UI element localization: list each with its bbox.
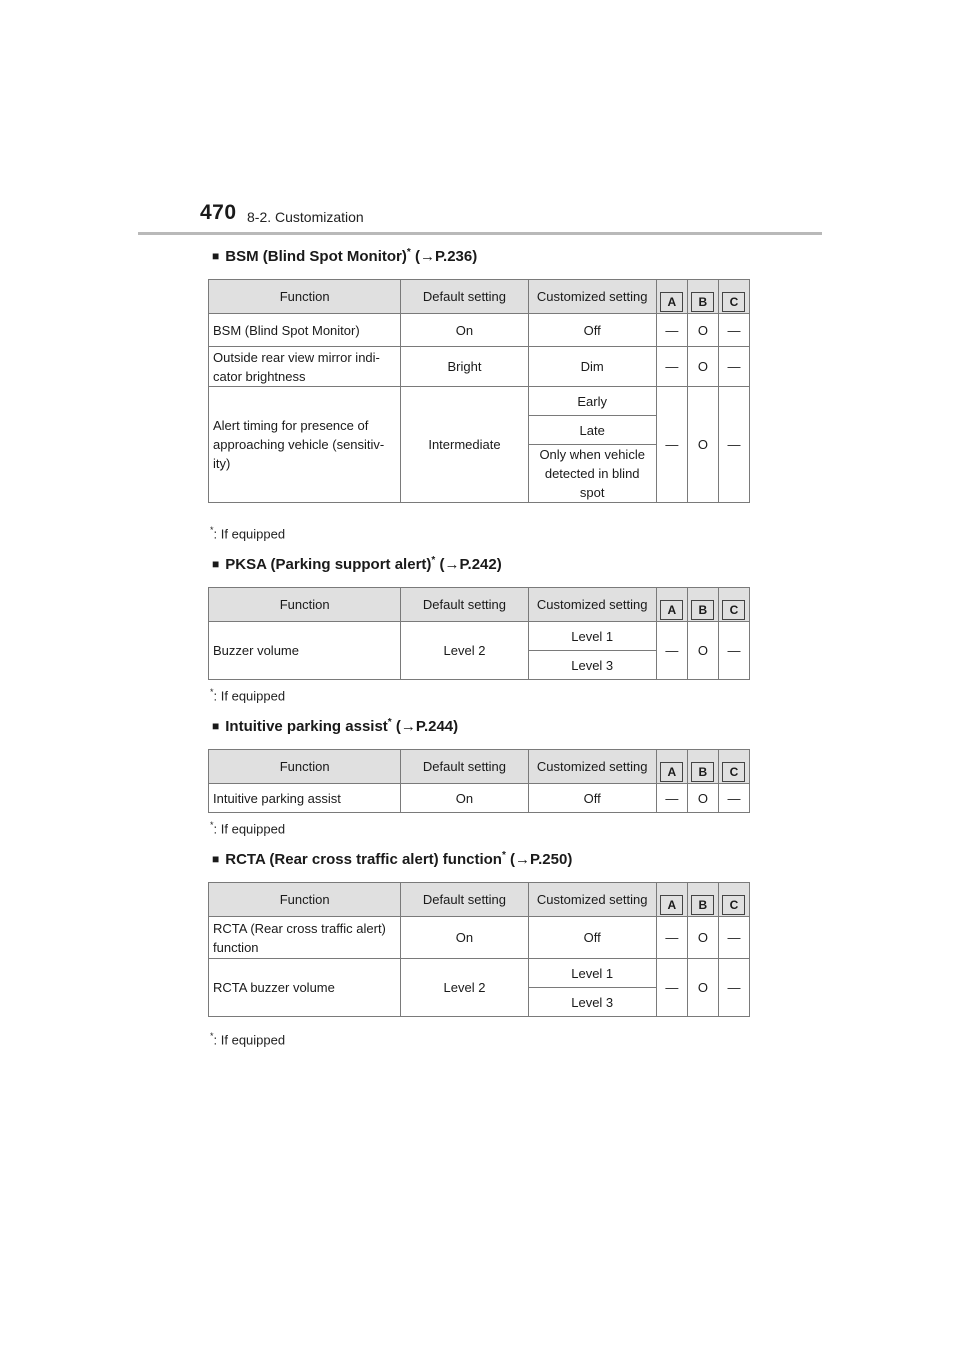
footnote-asterisk: * xyxy=(210,525,214,535)
table-header-row xyxy=(209,280,750,314)
default-setting-cell: On xyxy=(401,784,528,813)
column-header: Function xyxy=(209,750,401,784)
page-number: 470 xyxy=(200,201,237,224)
column-header xyxy=(656,280,687,314)
customized-setting-cell: Off xyxy=(528,917,656,959)
column-letter-box: C xyxy=(722,292,745,312)
method-b-cell: O xyxy=(687,959,718,1017)
settings-table xyxy=(208,587,750,680)
column-letter-box: A xyxy=(660,895,683,915)
column-header: Function xyxy=(209,883,401,917)
column-header: Function xyxy=(209,588,401,622)
footnote: *: If equipped xyxy=(210,820,286,837)
section-title: PKSA (Parking support alert) xyxy=(225,556,432,573)
default-setting-cell: Intermediate xyxy=(401,387,528,503)
column-header: Default setting xyxy=(401,588,528,622)
asterisk-mark: * xyxy=(387,717,392,728)
function-cell: RCTA (Rear cross traffic alert) function xyxy=(209,917,401,959)
column-letter-box: B xyxy=(691,292,714,312)
method-b-cell: O xyxy=(687,387,718,503)
section-title: RCTA (Rear cross traffic alert) function xyxy=(225,851,502,868)
section-title: Intuitive parking assist xyxy=(225,718,388,735)
method-b-cell: O xyxy=(687,917,718,959)
method-c-cell: — xyxy=(718,387,749,503)
column-letter-box: C xyxy=(722,762,745,782)
method-a-cell: — xyxy=(656,917,687,959)
footnote-asterisk: * xyxy=(210,687,214,697)
arrow-icon: → xyxy=(444,556,460,573)
customized-setting-cell: Early xyxy=(528,387,656,416)
column-letter-box: C xyxy=(722,895,745,915)
table-header-row xyxy=(209,750,750,784)
default-setting-cell: Level 2 xyxy=(401,622,528,680)
column-header: Default setting xyxy=(401,280,528,314)
column-header xyxy=(718,883,749,917)
square-bullet-icon: ■ xyxy=(212,852,220,866)
table-row xyxy=(209,347,750,387)
square-bullet-icon: ■ xyxy=(212,719,220,733)
column-letter-box: B xyxy=(691,600,714,620)
page-reference-link[interactable]: P.244 xyxy=(415,718,454,735)
method-c-cell: — xyxy=(718,314,749,347)
method-c-cell: — xyxy=(718,917,749,959)
table-header-row xyxy=(209,588,750,622)
footnote: *: If equipped xyxy=(210,1031,286,1048)
chapter-title: 8-2. Customization xyxy=(247,209,364,225)
customized-setting-cell: Off xyxy=(528,784,656,813)
method-b-cell: O xyxy=(687,347,718,387)
table-row xyxy=(209,387,750,416)
customized-setting-cell: Dim xyxy=(528,347,656,387)
table-row xyxy=(209,959,750,988)
section-heading: ■ RCTA (Rear cross traffic alert) function* (→P.250) xyxy=(212,850,573,868)
function-cell: RCTA buzzer volume xyxy=(209,959,401,1017)
column-header xyxy=(687,750,718,784)
customized-setting-cell: Only when vehicle detected in blind spot xyxy=(528,445,656,503)
header-rule xyxy=(138,232,822,235)
footnote: *: If equipped xyxy=(210,525,286,542)
footnote-text: If equipped xyxy=(220,821,286,837)
column-letter-box: B xyxy=(691,895,714,915)
table-row xyxy=(209,784,750,813)
method-a-cell: — xyxy=(656,959,687,1017)
column-header: Customized setting xyxy=(528,280,656,314)
column-header: Default setting xyxy=(401,750,528,784)
column-header: Customized setting xyxy=(528,883,656,917)
asterisk-mark: * xyxy=(431,555,436,566)
column-header xyxy=(687,588,718,622)
table-row xyxy=(209,622,750,651)
column-header xyxy=(687,883,718,917)
method-c-cell: — xyxy=(718,347,749,387)
square-bullet-icon: ■ xyxy=(212,557,220,571)
arrow-icon: → xyxy=(400,718,416,735)
footnote: *: If equipped xyxy=(210,687,286,704)
table-row xyxy=(209,917,750,959)
footnote-text: If equipped xyxy=(220,526,286,542)
settings-table xyxy=(208,749,750,813)
footnote-text: If equipped xyxy=(220,688,286,704)
customized-setting-cell: Level 3 xyxy=(528,988,656,1017)
arrow-icon: → xyxy=(515,851,531,868)
column-header xyxy=(656,750,687,784)
function-cell: Buzzer volume xyxy=(209,622,401,680)
default-setting-cell: On xyxy=(401,917,528,959)
column-header xyxy=(656,883,687,917)
customized-setting-cell: Late xyxy=(528,416,656,445)
page-reference-link[interactable]: P.242 xyxy=(459,556,497,573)
column-header xyxy=(687,280,718,314)
column-letter-box: A xyxy=(660,762,683,782)
column-letter-box: A xyxy=(660,292,683,312)
square-bullet-icon: ■ xyxy=(212,249,220,263)
column-header: Default setting xyxy=(401,883,528,917)
settings-table xyxy=(208,279,750,503)
customized-setting-cell: Level 1 xyxy=(528,959,656,988)
column-header xyxy=(656,588,687,622)
customized-setting-cell: Off xyxy=(528,314,656,347)
section-heading: ■ BSM (Blind Spot Monitor)* (→P.236) xyxy=(212,247,478,265)
footnote-asterisk: * xyxy=(210,820,214,830)
method-b-cell: O xyxy=(687,622,718,680)
table-row xyxy=(209,314,750,347)
footnote-asterisk: * xyxy=(210,1031,214,1041)
arrow-icon: → xyxy=(419,248,435,265)
asterisk-mark: * xyxy=(406,247,411,258)
column-letter-box: C xyxy=(722,600,745,620)
asterisk-mark: * xyxy=(501,850,506,861)
table-header-row xyxy=(209,883,750,917)
method-a-cell: — xyxy=(656,784,687,813)
function-cell: BSM (Blind Spot Monitor) xyxy=(209,314,401,347)
method-a-cell: — xyxy=(656,314,687,347)
page-reference-link[interactable]: P.250 xyxy=(530,851,568,868)
section-heading: ■ Intuitive parking assist* (→P.244) xyxy=(212,717,459,735)
page-reference-link[interactable]: P.236 xyxy=(434,248,473,265)
function-cell: Intuitive parking assist xyxy=(209,784,401,813)
function-cell: Outside rear view mirror indi- cator brightness xyxy=(209,347,401,387)
customized-setting-cell: Level 3 xyxy=(528,651,656,680)
method-b-cell: O xyxy=(687,314,718,347)
column-letter-box: A xyxy=(660,600,683,620)
column-header: Function xyxy=(209,280,401,314)
section-heading: ■ PKSA (Parking support alert)* (→P.242) xyxy=(212,555,502,573)
column-letter-box: B xyxy=(691,762,714,782)
column-header xyxy=(718,588,749,622)
default-setting-cell: Level 2 xyxy=(401,959,528,1017)
method-c-cell: — xyxy=(718,784,749,813)
column-header: Customized setting xyxy=(528,588,656,622)
column-header xyxy=(718,750,749,784)
method-a-cell: — xyxy=(656,347,687,387)
default-setting-cell: On xyxy=(401,314,528,347)
default-setting-cell: Bright xyxy=(401,347,528,387)
function-cell: Alert timing for presence of approaching vehicle (sensitiv- ity) xyxy=(209,387,401,503)
column-header xyxy=(718,280,749,314)
customized-setting-cell: Level 1 xyxy=(528,622,656,651)
method-a-cell: — xyxy=(656,387,687,503)
column-header: Customized setting xyxy=(528,750,656,784)
method-b-cell: O xyxy=(687,784,718,813)
method-a-cell: — xyxy=(656,622,687,680)
footnote-text: If equipped xyxy=(220,1032,286,1048)
method-c-cell: — xyxy=(718,959,749,1017)
section-title: BSM (Blind Spot Monitor) xyxy=(225,248,407,265)
method-c-cell: — xyxy=(718,622,749,680)
settings-table xyxy=(208,882,750,1017)
